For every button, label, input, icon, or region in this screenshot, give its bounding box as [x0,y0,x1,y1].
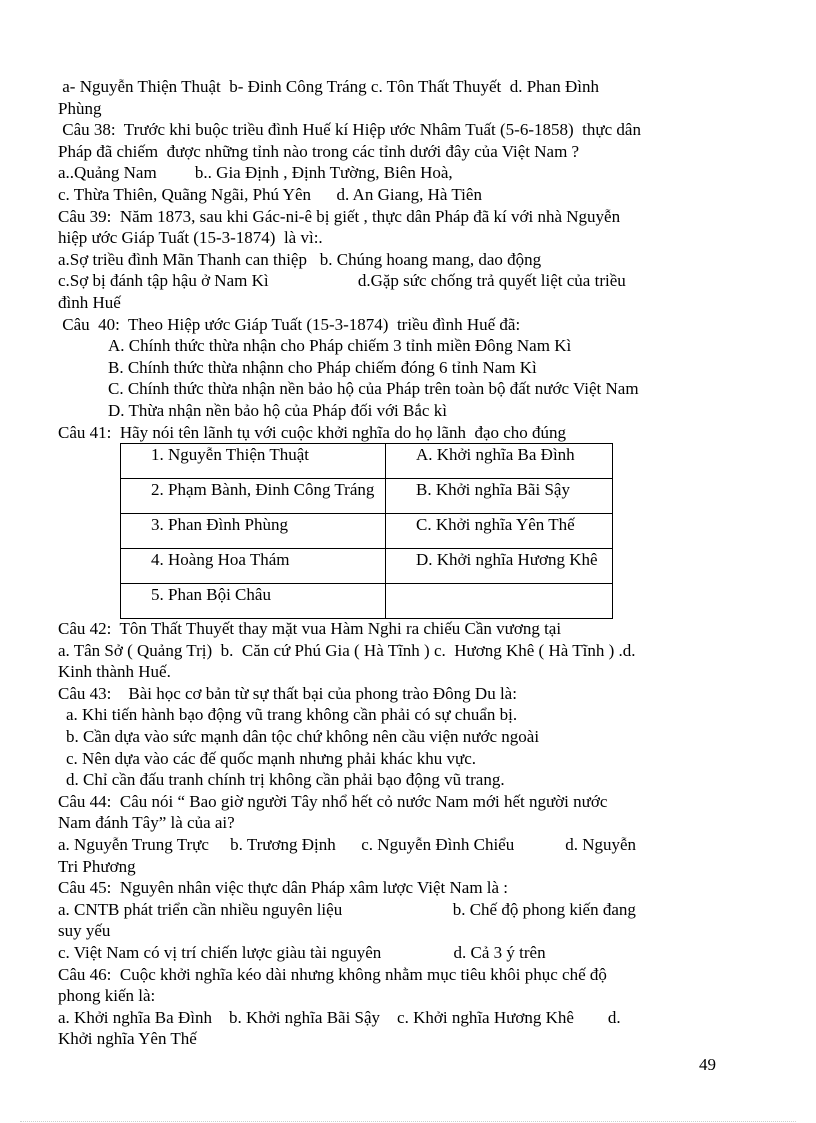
text-line: Nam đánh Tây” là của ai? [58,813,235,833]
answer-line: a. Nguyễn Trung Trực b. Trương Định c. Nguyễn Đình Chiểu d. Nguyễn [58,835,637,855]
answer-line: a. Tân Sở ( Quảng Trị) b. Căn cứ Phú Gia ( Hà Tĩnh ) c. Hương Khê ( Hà Tĩnh ) .d. [58,640,636,660]
page-number: 49 [699,1055,716,1074]
answer-line: a.Sợ triều đình Mãn Thanh can thiệp b. Chúng hoang mang, dao động [58,249,542,269]
uprising-cell [386,584,613,619]
leader-cell: 4. Hoàng Hoa Thám [121,549,386,584]
text-line: a- Nguyễn Thiện Thuật b- Đinh Công Tráng c. Tôn Thất Thuyết d. Phan Đình [58,77,599,96]
table-row [121,549,613,584]
answer-line: c. Thừa Thiên, Quãng Ngãi, Phú Yên d. An Giang, Hà Tiên [58,184,482,204]
text-line: hiệp ước Giáp Tuất (15-3-1874) là vì:. [58,228,323,248]
text-line: phong kiến là: [58,986,156,1006]
question-44: Câu 44: Câu nói “ Bao giờ người Tây nhổ hết cỏ nước Nam mới hết người nước [58,791,608,811]
leader-cell: 2. Phạm Bành, Đinh Công Tráng [121,479,386,514]
text-line: đình Huế [58,292,121,312]
text-line: Pháp đã chiếm được những tỉnh nào trong các tỉnh dưới đây của Việt Nam ? [58,141,580,161]
question-38: Câu 38: Trước khi buộc triều đình Huế kí Hiệp ước Nhâm Tuất (5-6-1858) thực dân [58,120,641,140]
table-row [121,444,613,479]
text-line: suy yếu [58,921,111,941]
answer-line: a. CNTB phát triển cần nhiều nguyên liệu b. Chế độ phong kiến đang [58,899,636,919]
uprising-cell: B. Khởi nghĩa Bãi Sậy [386,479,613,514]
uprising-cell: C. Khởi nghĩa Yên Thế [386,514,613,549]
document-body [58,76,718,1050]
leader-cell: 5. Phan Bội Châu [121,584,386,619]
question-46: Câu 46: Cuộc khởi nghĩa kéo dài nhưng không nhằm mục tiêu khôi phục chế độ [58,964,607,984]
answer-line: a..Quảng Nam b.. Gia Định , Định Tường, Biên Hoà, [58,163,453,183]
question-45: Câu 45: Nguyên nhân việc thực dân Pháp xâm lược Việt Nam là : [58,878,509,898]
option-c: C. Chính thức thừa nhận nền bảo hộ của Pháp trên toàn bộ đất nước Việt Nam [108,379,639,399]
option-d: D. Thừa nhận nền bảo hộ của Pháp đối với Bắc kì [108,400,447,420]
text-line: Khởi nghĩa Yên Thế [58,1029,197,1049]
uprising-cell: D. Khởi nghĩa Hương Khê [386,549,613,584]
matching-table [120,443,613,619]
text-line: Kinh thành Huế. [58,662,171,682]
leader-cell: 3. Phan Đình Phùng [121,514,386,549]
option-b: B. Chính thức thừa nhậnn cho Pháp chiếm đóng 6 tỉnh Nam Kì [108,357,537,377]
question-41: Câu 41: Hãy nói tên lãnh tụ với cuộc khởi nghĩa do họ lãnh đạo cho đúng [58,422,567,442]
table-row [121,584,613,619]
answer-line: c.Sợ bị đánh tập hậu ở Nam Kì d.Gặp sức chống trả quyết liệt của triều [58,271,626,291]
text-line: Phùng [58,98,102,118]
question-42: Câu 42: Tôn Thất Thuyết thay mặt vua Hàm Nghi ra chiếu Cần vương tại [58,619,562,639]
table-row [121,479,613,514]
text-line: Tri Phương [58,856,136,876]
option-d: d. Chỉ cần đấu tranh chính trị không cần phải bạo động vũ trang. [66,770,505,790]
leader-cell: 1. Nguyễn Thiện Thuật [121,444,386,479]
option-a: A. Chính thức thừa nhận cho Pháp chiếm 3 tỉnh miền Đông Nam Kì [108,336,572,356]
option-c: c. Nên dựa vào các đế quốc mạnh nhưng phải khác khu vực. [66,748,477,768]
page-bottom-divider [20,1121,796,1122]
table-row [121,514,613,549]
option-b: b. Cần dựa vào sức mạnh dân tộc chứ không nên cầu viện nước ngoài [66,727,540,747]
answer-line: c. Việt Nam có vị trí chiến lược giàu tài nguyên d. Cả 3 ý trên [58,943,546,962]
matching-table-wrapper [58,443,718,618]
uprising-cell: A. Khởi nghĩa Ba Đình [386,444,613,479]
option-a: a. Khi tiến hành bạo động vũ trang không cần phải có sự chuẩn bị. [66,705,518,725]
question-43: Câu 43: Bài học cơ bản từ sự thất bại của phong trào Đông Du là: [58,683,517,703]
answer-line: a. Khởi nghĩa Ba Đình b. Khởi nghĩa Bãi Sậy c. Khởi nghĩa Hương Khê d. [58,1007,621,1027]
question-39: Câu 39: Năm 1873, sau khi Gác-ni-ê bị giết , thực dân Pháp đã kí với nhà Nguyễn [58,206,621,226]
question-40: Câu 40: Theo Hiệp ước Giáp Tuất (15-3-1874) triều đình Huế đã: [58,314,521,334]
